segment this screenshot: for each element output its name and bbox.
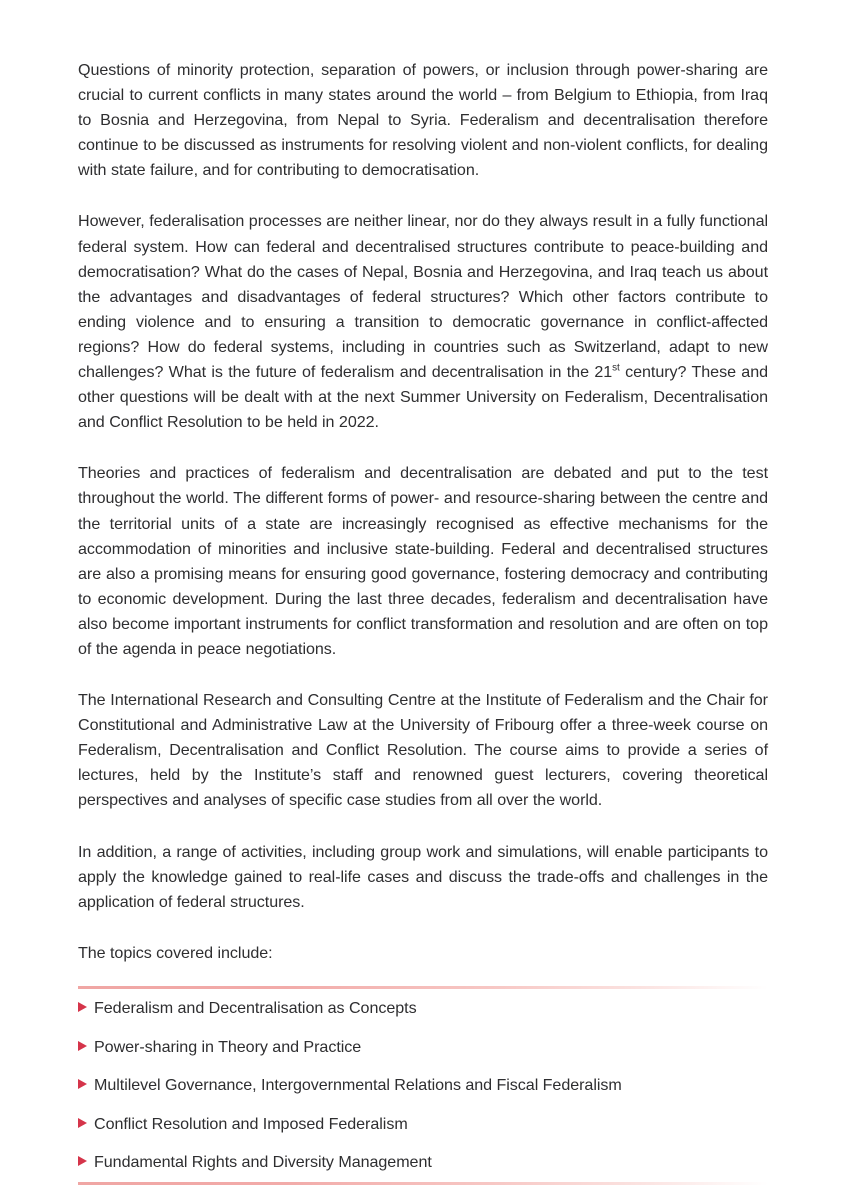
paragraph-federalisation-questions-part1: However, federalisation processes are neither linear, nor do they always result in a fully functional federal system. How can federal and decentralised structures contribute to peace-building and democratisation? What do the cases of Nepal, Bosnia and Herzegovina, and Iraq teach us about the advantages and disadvantages of federal structures? Which other factors contribute to ending violence and to ensuring a transition to democratic governance in conflict-affected regions? How do federal systems, including in countries such as Switzerland, adapt to new challenges? What is the future of federalism and decentralisation in the 21 [78,212,768,382]
list-item-label: Conflict Resolution and Imposed Federalism [94,1114,408,1133]
triangle-right-icon [78,1002,94,1012]
paragraph-federalisation-questions-part2: century? These and other questions will be dealt with at the next Summer University on Federalism, Decentralisation and Conflict Resolution to be held in 2022. [78,363,768,432]
topics-list [78,989,768,1182]
ordinal-suffix-st: st [612,362,620,374]
paragraph-theories-practices: Theories and practices of federalism and decentralisation are debated and put to the test throughout the world. The different forms of power- and resource-sharing between the centre and the territorial units of a state are increasingly recognised as effective mechanisms for the accommodation of minorities and inclusive state-building. Federal and decentralised structures are also a promising means for ensuring good governance, fostering democracy and contributing to economic development. During the last three decades, federalism and decentralisation have also become important instruments for conflict transformation and resolution and are often on top of the agenda in peace negotiations. [78,464,768,658]
list-item-label: Fundamental Rights and Diversity Management [94,1153,432,1172]
list-item[interactable] [78,1066,768,1105]
paragraph-federalisation-questions [78,209,768,435]
list-item[interactable] [78,1105,768,1144]
triangle-right-icon [78,1041,94,1051]
list-item-label: Multilevel Governance, Intergovernmental Relations and Fiscal Federalism [94,1076,622,1095]
list-item[interactable] [78,989,768,1028]
divider-bottom [78,1182,768,1185]
list-item-label: Federalism and Decentralisation as Concepts [94,998,417,1017]
paragraph-activities: In addition, a range of activities, including group work and simulations, will enable participants to apply the knowledge gained to real-life cases and discuss the trade-offs and challenges in the application of federal structures. [78,842,768,911]
triangle-right-icon [78,1079,94,1089]
list-item[interactable] [78,1143,768,1182]
list-item-label: Power-sharing in Theory and Practice [94,1037,362,1056]
paragraph-intro-conflicts: Questions of minority protection, separation of powers, or inclusion through power-sharing are crucial to current conflicts in many states around the world – from Belgium to Ethiopia, from Iraq to Bosnia and Herzegovina, from Nepal to Syria. Federalism and decentralisation therefore continue to be discussed as instruments for resolving violent and non-violent conflicts, for dealing with state failure, and for contributing to democratisation. [78,61,768,180]
triangle-right-icon [78,1156,94,1166]
page-content [78,58,768,1185]
triangle-right-icon [78,1118,94,1128]
list-item[interactable] [78,1028,768,1067]
paragraph-course-offer: The International Research and Consulting Centre at the Institute of Federalism and the Chair for Constitutional and Administrative Law at the University of Fribourg offer a three-week course on Federalism, Decentralisation and Conflict Resolution. The course aims to provide a series of lectures, held by the Institute’s staff and renowned guest lecturers, covering theoretical perspectives and analyses of specific case studies from all over the world. [78,691,768,810]
topics-intro-text: The topics covered include: [78,943,273,962]
